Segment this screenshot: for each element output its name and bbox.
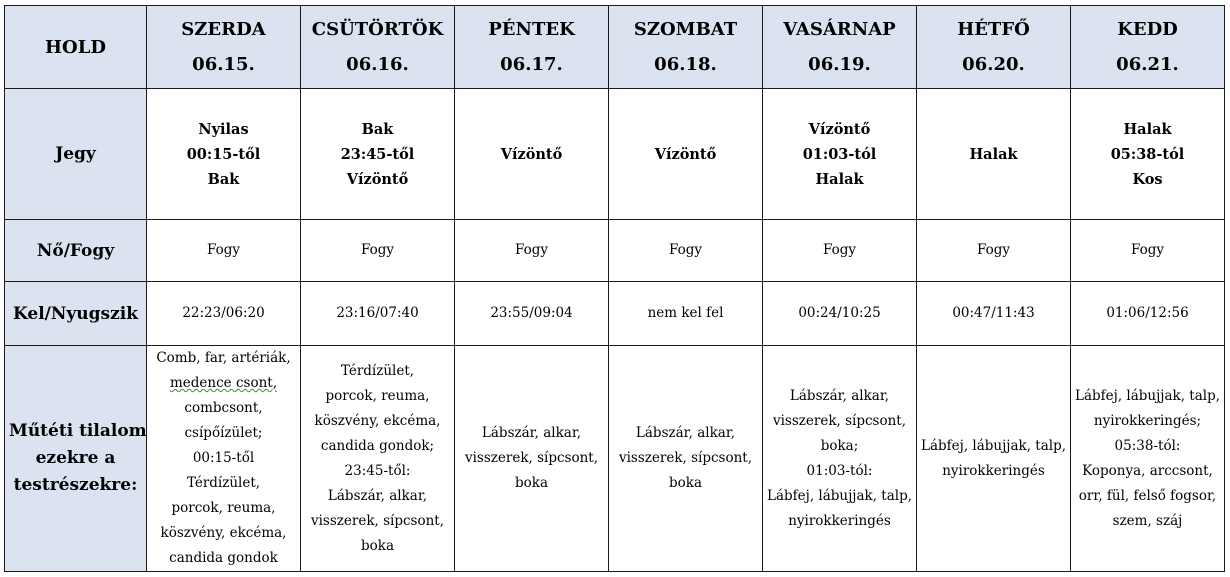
nofogy-cell: Fogy [917, 220, 1071, 282]
mutet-line: Lábszár, alkar, [327, 487, 428, 504]
mutet-line: köszvény, ekcéma, [160, 525, 287, 541]
jegy-line: 23:45-től [340, 145, 415, 163]
mutet-line: nyirokkeringés [942, 462, 1045, 479]
mutet-line: porcok, reuma, [171, 500, 276, 516]
jegy-line: 01:03-tól [802, 145, 877, 163]
day-date: 06.17. [500, 54, 563, 75]
mutet-label-line: ezekre a [35, 448, 116, 468]
jegy-line: 05:38-tól [1110, 145, 1185, 163]
jegy-line: Vízöntő [346, 170, 409, 188]
mutet-line: combcsont, [184, 400, 263, 416]
day-date: 06.20. [962, 54, 1025, 75]
mutet-line: 05:38-tól: [1114, 437, 1181, 454]
kel-cell: 01:06/12:56 [1071, 282, 1225, 346]
day-name: KEDD [1117, 19, 1178, 40]
mutet-line: szem, száj [1112, 512, 1183, 529]
jegy-cell [917, 89, 1071, 220]
mutet-line: orr, fül, felső fogsor, [1078, 487, 1217, 504]
mutet-label [5, 346, 147, 572]
jegy-line: Halak [1123, 120, 1172, 138]
day-date: 06.21. [1116, 54, 1179, 75]
day-date: 06.16. [346, 54, 409, 75]
mutet-line: boka [669, 475, 702, 491]
mutet-line: 23:45-től: [344, 462, 411, 479]
mutet-line: candida gondok; [320, 437, 435, 454]
mutet-line: Comb, far, artériák, [156, 350, 291, 366]
day-name: VASÁRNAP [783, 19, 896, 40]
mutet-label-line: testrészekre: [13, 475, 138, 495]
jegy-cell [763, 89, 917, 220]
jegy-line: 00:15-től [186, 145, 261, 163]
hold-label: HOLD [5, 6, 147, 89]
nofogy-cell: Fogy [455, 220, 609, 282]
mutet-line: Lábszár, alkar, [789, 387, 890, 404]
jegy-line: Halak [815, 170, 864, 188]
kel-cell: 23:55/09:04 [455, 282, 609, 346]
mutet-line: nyirokkeringés; [1093, 412, 1202, 429]
mutet-line: boka; [820, 437, 859, 454]
kel-cell: 00:24/10:25 [763, 282, 917, 346]
jegy-line: Vízöntő [808, 120, 871, 138]
nofogy-cell: Fogy [763, 220, 917, 282]
jegy-line: Vízöntő [500, 145, 563, 163]
mutet-line: visszerek, sípcsont, [310, 512, 445, 529]
mutet-line: Lábfej, lábujjak, talp, [921, 437, 1067, 454]
mutet-line: Térdízület, [340, 362, 415, 379]
kel-cell: 22:23/06:20 [147, 282, 301, 346]
kel-row [5, 282, 1225, 346]
mutet-line: visszerek, sípcsont, [464, 450, 599, 466]
jegy-cell [455, 89, 609, 220]
mutet-line: Lábfej, lábujjak, talp, [767, 487, 913, 504]
kel-cell: nem kel fel [609, 282, 763, 346]
jegy-cell [301, 89, 455, 220]
jegy-line: Kos [1132, 170, 1163, 188]
day-date: 06.15. [192, 54, 255, 75]
mutet-cell [147, 346, 301, 572]
jegy-cell [609, 89, 763, 220]
jegy-line: Vízöntő [654, 145, 717, 163]
day-name: SZOMBAT [633, 19, 738, 40]
mutet-line: visszerek, sípcsont, [772, 412, 907, 429]
jegy-label: Jegy [5, 89, 147, 220]
mutet-cell [609, 346, 763, 572]
day-date: 06.19. [808, 54, 871, 75]
kel-cell: 00:47/11:43 [917, 282, 1071, 346]
nofogy-cell: Fogy [609, 220, 763, 282]
nofogy-cell: Fogy [301, 220, 455, 282]
mutet-line: Térdízület, [186, 475, 261, 491]
mutet-line: visszerek, sípcsont, [618, 450, 753, 466]
mutet-cell [1071, 346, 1225, 572]
mutet-cell [301, 346, 455, 572]
mutet-line: 00:15-től [192, 450, 255, 466]
day-name: CSÜTÖRTÖK [311, 19, 444, 40]
jegy-line: Nyilas [198, 120, 249, 138]
mutet-line: köszvény, ekcéma, [314, 412, 441, 429]
mutet-cell [917, 346, 1071, 572]
mutet-line: Koponya, arccsont, [1082, 462, 1213, 479]
moon-calendar-table [4, 5, 1225, 572]
day-header-szerda [147, 6, 301, 89]
day-name: PÉNTEK [488, 19, 575, 40]
nofogy-label: Nő/Fogy [5, 220, 147, 282]
nofogy-cell: Fogy [1071, 220, 1225, 282]
day-header-hetfo [917, 6, 1071, 89]
mutet-line: boka [361, 537, 394, 554]
jegy-cell [1071, 89, 1225, 220]
mutet-line: csípőízület; [184, 425, 263, 441]
mutet-line: porcok, reuma, [325, 387, 430, 404]
jegy-cell [147, 89, 301, 220]
day-name: HÉTFŐ [957, 19, 1030, 40]
jegy-line: Bak [207, 170, 240, 188]
mutet-line: medence csont, [170, 375, 277, 391]
nofogy-cell: Fogy [147, 220, 301, 282]
jegy-line: Bak [361, 120, 394, 138]
day-header-csutortok [301, 6, 455, 89]
day-header-pentek [455, 6, 609, 89]
mutet-line: Lábfej, lábujjak, talp, [1075, 387, 1221, 404]
jegy-row [5, 89, 1225, 220]
mutet-line: Lábszár, alkar, [635, 425, 736, 441]
mutet-line: 01:03-tól: [806, 462, 873, 479]
day-date: 06.18. [654, 54, 717, 75]
mutet-line: candida gondok [169, 550, 278, 566]
mutet-cell [455, 346, 609, 572]
kel-cell: 23:16/07:40 [301, 282, 455, 346]
day-name: SZERDA [181, 19, 266, 40]
day-header-szombat [609, 6, 763, 89]
day-header-vasarnap [763, 6, 917, 89]
kel-label: Kel/Nyugszik [5, 282, 147, 346]
nofogy-row [5, 220, 1225, 282]
header-row [5, 6, 1225, 89]
day-header-kedd [1071, 6, 1225, 89]
mutet-row [5, 346, 1225, 572]
mutet-cell [763, 346, 917, 572]
mutet-line: boka [515, 475, 548, 491]
jegy-line: Halak [969, 145, 1018, 163]
mutet-line: nyirokkeringés [788, 512, 891, 529]
mutet-line: Lábszár, alkar, [481, 425, 582, 441]
mutet-label-line: Műtéti tilalom [9, 421, 147, 441]
